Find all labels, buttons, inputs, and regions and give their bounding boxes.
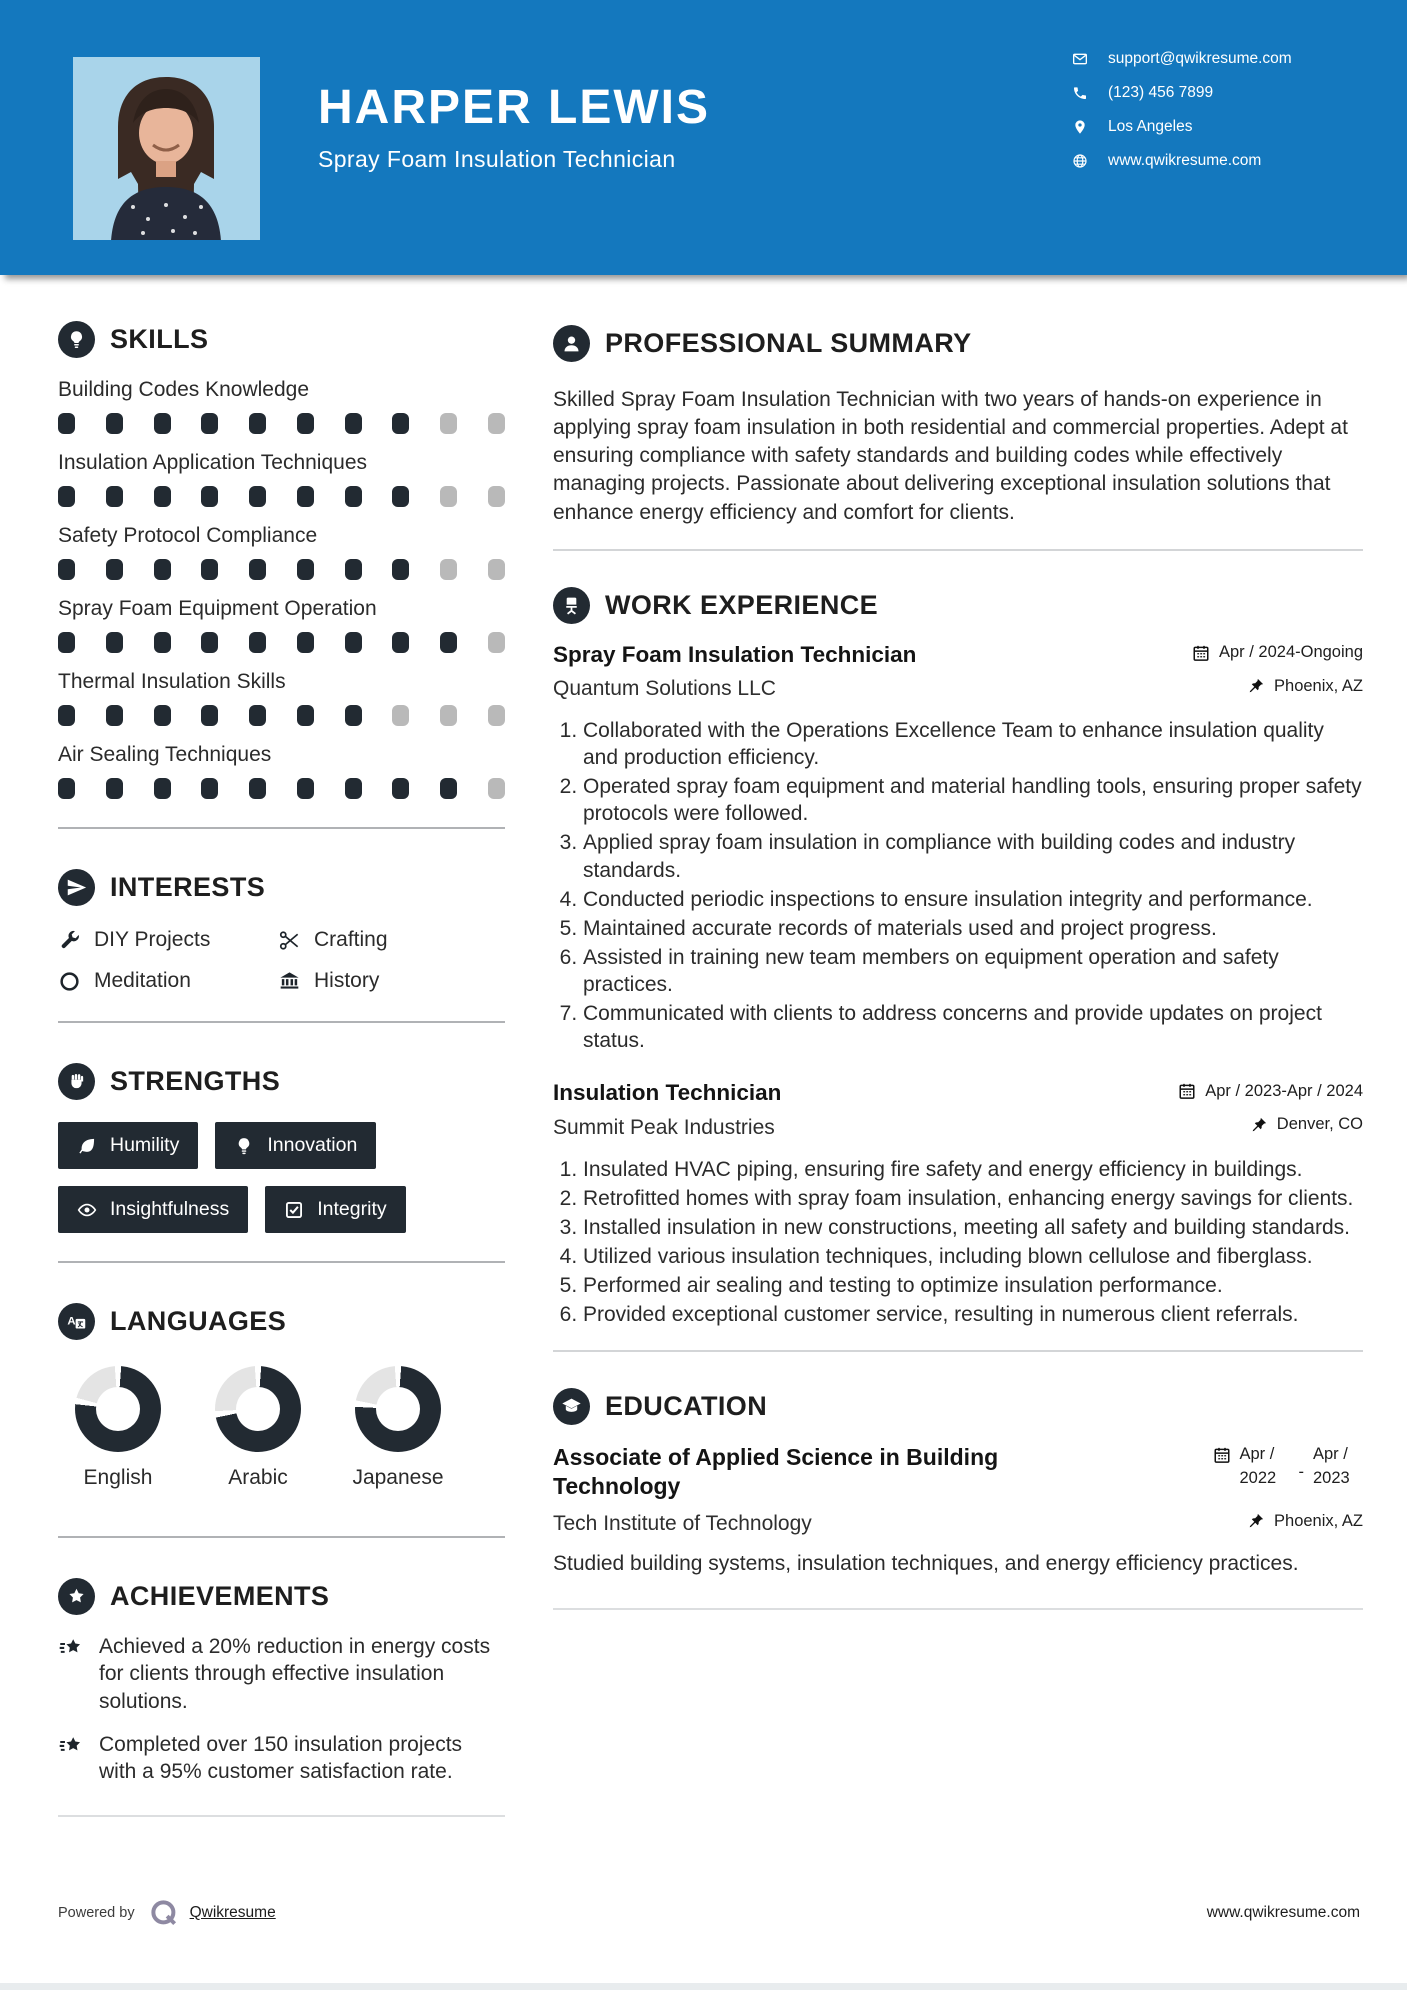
job-title: Insulation Technician xyxy=(553,1080,782,1106)
contact-text: Los Angeles xyxy=(1108,118,1193,135)
rating-dot-filled xyxy=(154,632,171,653)
interests-section xyxy=(58,869,505,993)
education-school: Tech Institute of Technology xyxy=(553,1512,812,1536)
summary-header xyxy=(553,325,1363,362)
strengths-section xyxy=(58,1063,505,1233)
interest-item xyxy=(58,928,278,952)
job-bullet: 4. Conducted periodic inspections to ensure insulation integrity and performance. xyxy=(583,886,1363,913)
rating-dot-empty xyxy=(440,413,457,434)
rating-dot-filled xyxy=(297,559,314,580)
strengths-title: STRENGTHS xyxy=(110,1066,281,1096)
rating-dot-filled xyxy=(345,559,362,580)
rating-dot-filled xyxy=(345,413,362,434)
language-label: English xyxy=(83,1466,153,1489)
interest-label: Crafting xyxy=(314,928,388,951)
job-location: Phoenix, AZ xyxy=(1247,677,1363,696)
interest-item xyxy=(278,969,505,993)
interest-item xyxy=(58,969,278,993)
rating-dot-filled xyxy=(58,632,75,653)
rating-dot-filled xyxy=(106,413,123,434)
rating-dot-filled xyxy=(106,778,123,799)
strength-badge xyxy=(58,1186,248,1233)
scissors-icon xyxy=(278,929,301,952)
rating-dot-empty xyxy=(488,705,505,726)
achievements-header xyxy=(58,1578,505,1615)
job-bullet: 6. Provided exceptional customer service, resulting in numerous client referrals. xyxy=(583,1301,1363,1328)
rating-dot-filled xyxy=(249,413,266,434)
job-company: Summit Peak Industries xyxy=(553,1115,775,1139)
contact-text: support@qwikresume.com xyxy=(1108,50,1292,67)
rating-dot-filled xyxy=(345,778,362,799)
rating-dot-empty xyxy=(488,413,505,434)
experience-section xyxy=(553,587,1363,1328)
divider xyxy=(553,1350,1363,1352)
job-bullet: 6. Assisted in training new team members on equipment operation and safety practices. xyxy=(583,944,1363,998)
job-entry xyxy=(553,1080,1363,1328)
rating-dot-filled xyxy=(345,486,362,507)
rating-dot-filled xyxy=(249,486,266,507)
achievements-title: ACHIEVEMENTS xyxy=(110,1581,330,1611)
experience-header xyxy=(553,587,1363,624)
pushpin-icon xyxy=(1250,1116,1268,1134)
rating-dot-filled xyxy=(201,486,218,507)
achievements-section xyxy=(58,1578,505,1785)
job-bullet: 2. Retrofitted homes with spray foam insulation, enhancing energy savings for clients. xyxy=(583,1185,1363,1212)
grad-icon xyxy=(561,1396,582,1417)
interest-label: History xyxy=(314,969,380,992)
rating-dot-filled xyxy=(58,705,75,726)
page-bottom-edge xyxy=(0,1983,1407,1990)
calendar-icon xyxy=(1192,644,1210,662)
rating-dot-filled xyxy=(440,778,457,799)
summary-text: Skilled Spray Foam Insulation Technician with two years of hands-on experience in applying spray foam insulation in both residential and commercial properties. Adept at ensuring compliance with safety standards and building codes while effectively managing projects. Passionate about delivering exceptional insulation solutions that enhance energy efficiency and comfort for clients. xyxy=(553,388,1348,524)
skill-name: Building Codes Knowledge xyxy=(58,378,310,401)
header xyxy=(0,0,1407,275)
eye-icon xyxy=(77,1200,97,1220)
identity-block xyxy=(318,80,710,173)
rating-dot-empty xyxy=(392,705,409,726)
rating-dot-filled xyxy=(440,632,457,653)
rating-dot-filled xyxy=(106,632,123,653)
check-icon xyxy=(284,1200,304,1220)
skill-name: Insulation Application Techniques xyxy=(58,451,368,474)
rating-dot-filled xyxy=(249,778,266,799)
profile-photo xyxy=(73,57,260,240)
education-date-start: Apr / 2022 xyxy=(1239,1445,1277,1487)
rating-dot-filled xyxy=(154,486,171,507)
circle-icon xyxy=(58,970,81,993)
interest-label: Meditation xyxy=(94,969,191,992)
education-title: EDUCATION xyxy=(605,1391,768,1422)
languages-section xyxy=(58,1303,505,1490)
skill-rating xyxy=(58,559,505,580)
person-icon xyxy=(561,333,582,354)
education-description: Studied building systems, insulation techniques, and energy efficiency practices. xyxy=(553,1552,1299,1576)
phone-icon xyxy=(1072,85,1088,101)
strengths-list xyxy=(58,1122,505,1233)
strength-badge xyxy=(265,1186,405,1233)
rating-dot-filled xyxy=(249,559,266,580)
interests-title: INTERESTS xyxy=(110,872,266,902)
profile-photo-illustration xyxy=(73,57,260,240)
rating-dot-filled xyxy=(249,705,266,726)
strength-label: Insightfulness xyxy=(110,1198,230,1220)
rating-dot-filled xyxy=(297,705,314,726)
rating-dot-filled xyxy=(154,705,171,726)
skill-rating xyxy=(58,778,505,799)
skill-item xyxy=(58,524,505,580)
candidate-title: Spray Foam Insulation Technician xyxy=(318,146,676,172)
contact-item xyxy=(1072,42,1292,76)
rating-dot-filled xyxy=(58,559,75,580)
rating-dot-empty xyxy=(488,632,505,653)
job-company: Quantum Solutions LLC xyxy=(553,677,776,701)
rating-dot-filled xyxy=(392,559,409,580)
strengths-header xyxy=(58,1063,505,1100)
rating-dot-filled xyxy=(106,559,123,580)
job-bullet: 4. Utilized various insulation techniques, including blown cellulose and fiberglass. xyxy=(583,1243,1363,1270)
interests-header xyxy=(58,869,505,906)
summary-title: PROFESSIONAL SUMMARY xyxy=(605,328,972,358)
rating-dot-empty xyxy=(488,559,505,580)
fist-icon xyxy=(66,1071,87,1092)
shooting-star-icon xyxy=(58,1733,85,1760)
skill-rating xyxy=(58,705,505,726)
education-header xyxy=(553,1388,1363,1425)
rating-dot-filled xyxy=(392,413,409,434)
education-dates xyxy=(1213,1443,1364,1502)
rating-dot-filled xyxy=(201,778,218,799)
rating-dot-filled xyxy=(297,413,314,434)
contact-item xyxy=(1072,110,1292,144)
rating-dot-filled xyxy=(201,413,218,434)
strength-label: Integrity xyxy=(317,1198,387,1220)
job-date: Apr / 2023-Apr / 2024 xyxy=(1178,1082,1363,1101)
job-entry xyxy=(553,642,1363,1054)
language-item xyxy=(198,1366,318,1490)
education-date-end: Apr / 2023 xyxy=(1313,1445,1350,1487)
skill-item xyxy=(58,743,505,799)
contact-item xyxy=(1072,76,1292,110)
footer-site-url: www.qwikresume.com xyxy=(1206,1904,1360,1921)
summary-section xyxy=(553,325,1363,527)
rating-dot-filled xyxy=(154,413,171,434)
rating-dot-empty xyxy=(440,559,457,580)
divider xyxy=(58,1261,505,1263)
contact-text: (123) 456 7899 xyxy=(1108,84,1214,101)
rating-dot-filled xyxy=(58,778,75,799)
achievement-item xyxy=(58,1633,505,1715)
rating-dot-filled xyxy=(201,632,218,653)
education-section xyxy=(553,1388,1363,1578)
skill-rating xyxy=(58,632,505,653)
education-date-separator: - xyxy=(1298,1462,1304,1481)
contact-item xyxy=(1072,144,1292,178)
contact-list xyxy=(1072,42,1292,178)
job-title: Spray Foam Insulation Technician xyxy=(553,641,917,667)
divider xyxy=(58,827,505,829)
museum-icon xyxy=(278,970,301,993)
rating-dot-filled xyxy=(392,778,409,799)
interests-list xyxy=(58,928,505,993)
rating-dot-filled xyxy=(297,486,314,507)
pin-icon xyxy=(1072,119,1088,135)
bulb-icon xyxy=(234,1136,254,1156)
languages-header xyxy=(58,1303,505,1340)
job-bullet-list xyxy=(553,717,1363,1054)
job-bullet: 5. Maintained accurate records of materials used and project progress. xyxy=(583,915,1363,942)
strength-label: Innovation xyxy=(267,1134,358,1156)
languages-title: LANGUAGES xyxy=(110,1306,287,1336)
skill-rating xyxy=(58,413,505,434)
divider xyxy=(58,1815,505,1817)
divider xyxy=(58,1536,505,1538)
language-label: Arabic xyxy=(228,1466,288,1489)
strength-label: Humility xyxy=(110,1134,180,1156)
achievement-text: Completed over 150 insulation projects with a 95% customer satisfaction rate. xyxy=(99,1732,463,1784)
job-bullet: 3. Installed insulation in new constructions, meeting all safety and building standards. xyxy=(583,1214,1363,1241)
leaf-icon xyxy=(77,1136,97,1156)
left-column xyxy=(58,275,505,1817)
education-location: Phoenix, AZ xyxy=(1247,1512,1363,1531)
job-bullet: 1. Insulated HVAC piping, ensuring fire safety and energy efficiency in buildings. xyxy=(583,1156,1363,1183)
divider xyxy=(553,549,1363,551)
job-bullet: 1. Collaborated with the Operations Excellence Team to enhance insulation quality and production efficiency. xyxy=(583,717,1363,771)
rating-dot-empty xyxy=(488,778,505,799)
rating-dot-filled xyxy=(58,486,75,507)
rating-dot-filled xyxy=(392,486,409,507)
shooting-star-icon xyxy=(58,1635,85,1662)
achievements-list xyxy=(58,1633,505,1785)
globe-icon xyxy=(1072,153,1088,169)
plane-icon xyxy=(66,877,87,898)
interest-label: DIY Projects xyxy=(94,928,211,951)
strength-badge xyxy=(215,1122,376,1169)
skill-item xyxy=(58,378,505,434)
skill-name: Thermal Insulation Skills xyxy=(58,670,286,693)
job-bullet: 7. Communicated with clients to address concerns and provide updates on project status. xyxy=(583,1000,1363,1054)
strength-badge xyxy=(58,1122,198,1169)
skill-name: Spray Foam Equipment Operation xyxy=(58,597,377,620)
job-bullet: 5. Performed air sealing and testing to optimize insulation performance. xyxy=(583,1272,1363,1299)
job-bullet: 2. Operated spray foam equipment and material handling tools, ensuring proper safety protocols were followed. xyxy=(583,773,1363,827)
rating-dot-filled xyxy=(392,632,409,653)
rating-dot-filled xyxy=(345,705,362,726)
rating-dot-empty xyxy=(440,486,457,507)
contact-text: www.qwikresume.com xyxy=(1108,152,1262,169)
skill-name: Air Sealing Techniques xyxy=(58,743,272,766)
qwikresume-logo-icon xyxy=(149,1898,179,1928)
interest-item xyxy=(278,928,505,952)
skill-item xyxy=(58,597,505,653)
mail-icon xyxy=(1072,51,1088,67)
divider xyxy=(58,1021,505,1023)
achievement-text: Achieved a 20% reduction in energy costs for clients through effective insulation solutions. xyxy=(99,1635,491,1713)
rating-dot-filled xyxy=(345,632,362,653)
skills-list xyxy=(58,378,505,799)
job-location: Denver, CO xyxy=(1250,1115,1363,1134)
education-degree: Associate of Applied Science in Building Technology xyxy=(553,1444,999,1500)
achievement-item xyxy=(58,1731,505,1786)
candidate-name: HARPER LEWIS xyxy=(318,81,711,134)
bulb-icon xyxy=(66,329,87,350)
language-item xyxy=(58,1366,178,1490)
skills-header xyxy=(58,321,505,358)
skills-title: SKILLS xyxy=(110,324,209,354)
skill-item xyxy=(58,670,505,726)
skill-name: Safety Protocol Compliance xyxy=(58,524,318,547)
rating-dot-filled xyxy=(297,632,314,653)
language-item xyxy=(338,1366,458,1490)
rating-dot-filled xyxy=(106,705,123,726)
wrench-icon xyxy=(58,929,81,952)
calendar-icon xyxy=(1213,1446,1231,1464)
powered-by-label: Powered by xyxy=(58,1905,135,1921)
pushpin-icon xyxy=(1247,1512,1265,1530)
skills-section xyxy=(58,321,505,799)
skill-rating xyxy=(58,486,505,507)
rating-dot-filled xyxy=(297,778,314,799)
languages-list xyxy=(58,1366,505,1490)
pushpin-icon xyxy=(1247,677,1265,695)
rating-dot-filled xyxy=(154,778,171,799)
language-donut xyxy=(75,1366,161,1452)
job-bullet-list xyxy=(553,1156,1363,1328)
rating-dot-filled xyxy=(201,559,218,580)
language-donut xyxy=(215,1366,301,1452)
calendar-icon xyxy=(1178,1082,1196,1100)
chair-icon xyxy=(561,595,582,616)
language-label: Japanese xyxy=(352,1466,444,1489)
qwikresume-link[interactable]: Qwikresume xyxy=(189,1904,276,1921)
footer xyxy=(58,1898,1360,1928)
right-column xyxy=(553,275,1363,1610)
translate-icon xyxy=(66,1311,87,1332)
star-icon xyxy=(66,1586,87,1607)
job-date: Apr / 2024-Ongoing xyxy=(1192,643,1363,662)
rating-dot-filled xyxy=(249,632,266,653)
language-donut xyxy=(355,1366,441,1452)
rating-dot-empty xyxy=(488,486,505,507)
rating-dot-empty xyxy=(440,705,457,726)
experience-title: WORK EXPERIENCE xyxy=(605,589,879,620)
job-bullet: 3. Applied spray foam insulation in compliance with building codes and industry standards. xyxy=(583,829,1363,883)
rating-dot-filled xyxy=(201,705,218,726)
rating-dot-filled xyxy=(106,486,123,507)
divider xyxy=(553,1608,1363,1610)
skill-item xyxy=(58,451,505,507)
rating-dot-filled xyxy=(58,413,75,434)
rating-dot-filled xyxy=(154,559,171,580)
